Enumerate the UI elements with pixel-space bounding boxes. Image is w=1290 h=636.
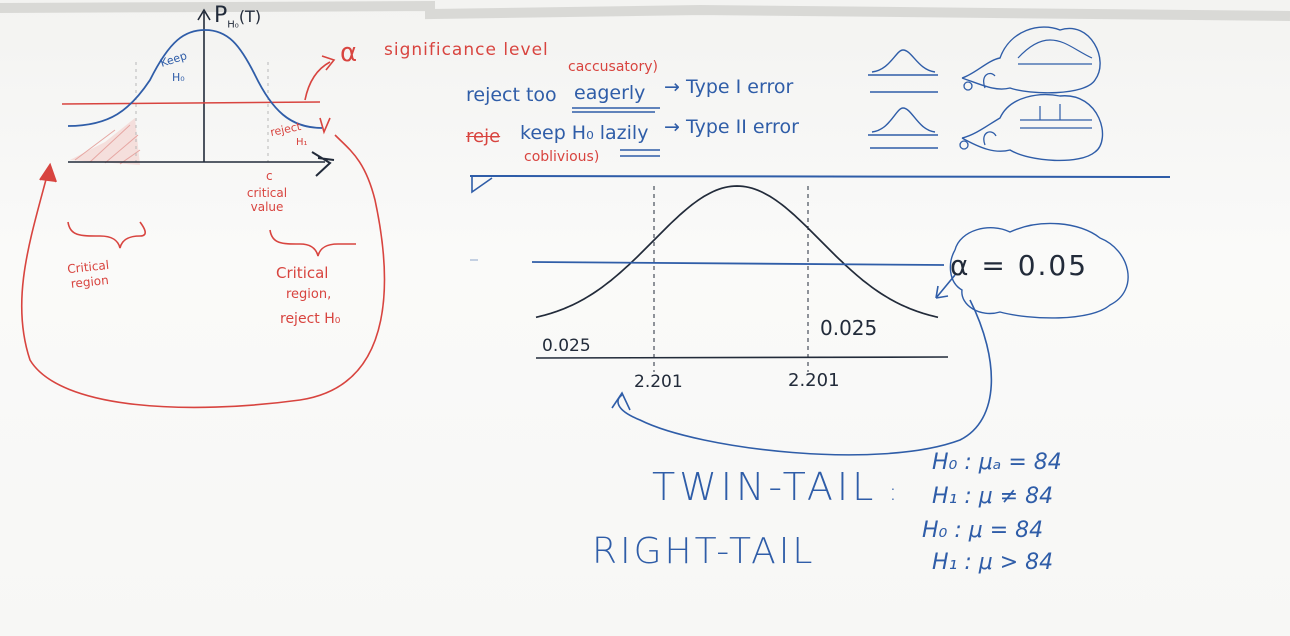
c-label: c bbox=[266, 169, 273, 183]
row1-eagerly: eagerly bbox=[574, 82, 646, 104]
keep-h0-label: H₀ bbox=[172, 71, 185, 84]
right-crit-label: 2.201 bbox=[788, 370, 840, 391]
accusatory-label: caccusatory) bbox=[568, 59, 658, 75]
critical-region-right-2: region, bbox=[286, 287, 332, 302]
left-crit-label: 2.201 bbox=[634, 372, 683, 392]
reject-label: reject bbox=[268, 119, 303, 140]
mini-curves bbox=[868, 27, 1102, 160]
small-circle-1 bbox=[964, 82, 972, 90]
reject-arrow-icon bbox=[320, 118, 330, 132]
chart-bell-curve bbox=[536, 186, 938, 317]
divider-line bbox=[470, 176, 1170, 177]
loop-arrowhead-icon bbox=[40, 165, 56, 182]
x-arrow-icon bbox=[312, 152, 334, 176]
bell-curve-left bbox=[68, 30, 322, 128]
critical-region-right-3: reject H₀ bbox=[280, 311, 341, 327]
right-tail-label: RIGHT-TAIL bbox=[592, 531, 816, 572]
chart-baseline bbox=[536, 357, 948, 358]
divider-mark bbox=[472, 176, 492, 192]
y-axis-label: $P_{H_0}(T)$ bbox=[214, 3, 262, 31]
reject-h1-label: H₁ bbox=[296, 137, 308, 148]
significance-level-label: significance level bbox=[384, 40, 549, 60]
alpha-value-label: α = 0.05 bbox=[950, 249, 1089, 282]
alpha-pointer bbox=[305, 62, 330, 100]
row1-reject: reject too bbox=[466, 84, 557, 106]
main-chart bbox=[532, 186, 948, 372]
twin-tail-label: TWIN-TAIL : bbox=[652, 465, 901, 509]
bubble1-content bbox=[1018, 40, 1092, 64]
critical-value-label: critical value bbox=[246, 186, 288, 214]
left-bracket bbox=[68, 222, 145, 248]
bubble2-content bbox=[1020, 104, 1092, 128]
bubble-1 bbox=[962, 27, 1100, 93]
alpha-symbol: α bbox=[340, 38, 358, 68]
right-bracket bbox=[270, 230, 356, 256]
critical-region-right-1: Critical bbox=[276, 264, 329, 282]
left-prob-label: 0.025 bbox=[542, 336, 591, 356]
small-circle-2 bbox=[960, 141, 968, 149]
squiggles bbox=[984, 73, 996, 145]
right-h0: H₀ : μ = 84 bbox=[922, 518, 1044, 543]
oblivious-label: coblivious) bbox=[524, 149, 600, 165]
mini1-bell bbox=[872, 50, 935, 72]
row2-struck: reje bbox=[466, 126, 501, 147]
red-threshold-line bbox=[62, 102, 320, 104]
row1-type: → Type I error bbox=[664, 76, 794, 98]
right-prob-label: 0.025 bbox=[820, 316, 878, 340]
twin-h0: H₀ : μₐ = 84 bbox=[932, 450, 1062, 475]
left-diagram bbox=[22, 10, 385, 407]
critical-region-left-label: Critical region bbox=[66, 257, 110, 291]
keep-label: Keep bbox=[158, 49, 189, 70]
twin-h1: H₁ : μ ≠ 84 bbox=[932, 484, 1054, 509]
mini2-bell bbox=[872, 108, 935, 132]
row2-keep: keep H₀ lazily bbox=[520, 122, 649, 144]
right-h1: H₁ : μ > 84 bbox=[932, 550, 1054, 575]
paper-edge bbox=[0, 6, 1290, 16]
alpha-line bbox=[532, 262, 944, 265]
row2-type: → Type II error bbox=[664, 116, 799, 138]
